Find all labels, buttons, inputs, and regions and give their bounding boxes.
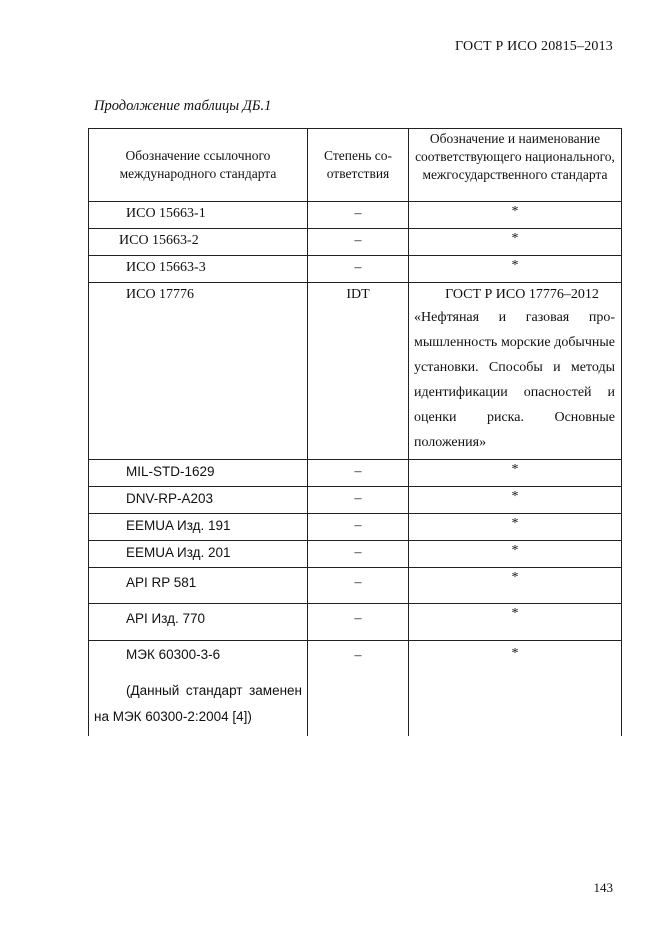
national-value: *	[511, 204, 519, 219]
national-value: *	[511, 516, 519, 531]
national-value: *	[511, 231, 519, 246]
degree-cell	[308, 283, 409, 460]
national-value: *	[511, 570, 519, 585]
table-row	[89, 256, 622, 283]
degree-value: –	[354, 491, 362, 506]
table-row	[89, 283, 622, 460]
national-value: *	[511, 489, 519, 504]
table-caption: Продолжение таблицы ДБ.1	[94, 98, 272, 114]
national-cell	[409, 514, 622, 541]
national-cell	[409, 283, 622, 460]
standard-cell	[89, 256, 308, 283]
degree-cell	[308, 256, 409, 283]
degree-cell	[308, 460, 409, 487]
degree-cell	[308, 202, 409, 229]
page-number: 143	[593, 880, 613, 895]
table-row	[89, 229, 622, 256]
standard-code: MIL-STD-1629	[126, 464, 215, 479]
table-row	[89, 514, 622, 541]
standard-cell	[89, 283, 308, 460]
standard-code: API RP 581	[126, 575, 197, 590]
document-code: ГОСТ Р ИСО 20815–2013	[455, 39, 613, 54]
table-row	[89, 541, 622, 568]
national-cell	[409, 460, 622, 487]
national-value: *	[511, 646, 519, 661]
replacement-note: (Данный стандарт заменен на МЭК 60300-2:2004 [4])	[94, 683, 302, 724]
standard-code: ИСО 17776	[126, 287, 195, 302]
degree-value: –	[354, 611, 362, 626]
standard-cell	[89, 641, 308, 737]
degree-value: –	[354, 518, 362, 533]
degree-cell	[308, 514, 409, 541]
standard-code: ИСО 15663-1	[126, 206, 206, 221]
degree-cell	[308, 641, 409, 737]
degree-value: –	[354, 545, 362, 560]
national-cell	[409, 604, 622, 641]
degree-cell	[308, 229, 409, 256]
national-cell	[409, 568, 622, 604]
national-value: *	[511, 543, 519, 558]
degree-value: –	[354, 464, 362, 479]
standard-code: EEMUA Изд. 191	[126, 518, 231, 533]
standard-cell	[89, 604, 308, 641]
national-cell	[409, 541, 622, 568]
national-cell	[409, 487, 622, 514]
standard-code: МЭК 60300-3-6	[126, 647, 221, 662]
table-row	[89, 604, 622, 641]
degree-cell	[308, 541, 409, 568]
national-cell	[409, 256, 622, 283]
standard-code: DNV-RP-A203	[126, 491, 214, 506]
national-cell	[409, 229, 622, 256]
column-header-degree: Степень соответствия	[308, 129, 409, 202]
degree-cell	[308, 487, 409, 514]
degree-value: –	[354, 206, 362, 221]
standard-cell	[89, 202, 308, 229]
degree-value: –	[354, 648, 362, 663]
table-header-row	[89, 129, 622, 202]
national-value: *	[511, 606, 519, 621]
national-value: *	[511, 462, 519, 477]
standard-code: ИСО 15663-3	[126, 260, 206, 275]
table-row	[89, 487, 622, 514]
table-row	[89, 568, 622, 604]
degree-value: IDT	[346, 287, 370, 302]
standard-code: ИСО 15663-2	[119, 233, 199, 248]
degree-cell	[308, 568, 409, 604]
degree-value: –	[354, 233, 362, 248]
standard-cell	[89, 568, 308, 604]
national-standard-title: «Нефтяная и газовая промышленность морские добычные установки. Способы и методы идентификации опасностей и оценки риска. Основные положения»	[414, 310, 615, 450]
degree-cell	[308, 604, 409, 641]
table-row	[89, 460, 622, 487]
national-value: *	[511, 258, 519, 273]
degree-value: –	[354, 575, 362, 590]
standard-cell	[89, 487, 308, 514]
table-row	[89, 641, 622, 737]
table-row	[89, 202, 622, 229]
standard-code: EEMUA Изд. 201	[126, 545, 231, 560]
column-header-national: Обозначение и наименование соответствующего национального, межгосударственного стандарта	[409, 129, 622, 202]
standard-code: API Изд. 770	[126, 611, 206, 626]
standard-cell	[89, 229, 308, 256]
national-cell	[409, 641, 622, 737]
standard-cell	[89, 514, 308, 541]
degree-value: –	[354, 260, 362, 275]
standard-cell	[89, 541, 308, 568]
column-header-standard: Обозначение ссылочного международного стандарта	[89, 129, 308, 202]
national-cell	[409, 202, 622, 229]
reference-standards-table	[88, 128, 622, 736]
national-standard-code: ГОСТ Р ИСО 17776–2012	[445, 287, 599, 302]
standard-cell	[89, 460, 308, 487]
